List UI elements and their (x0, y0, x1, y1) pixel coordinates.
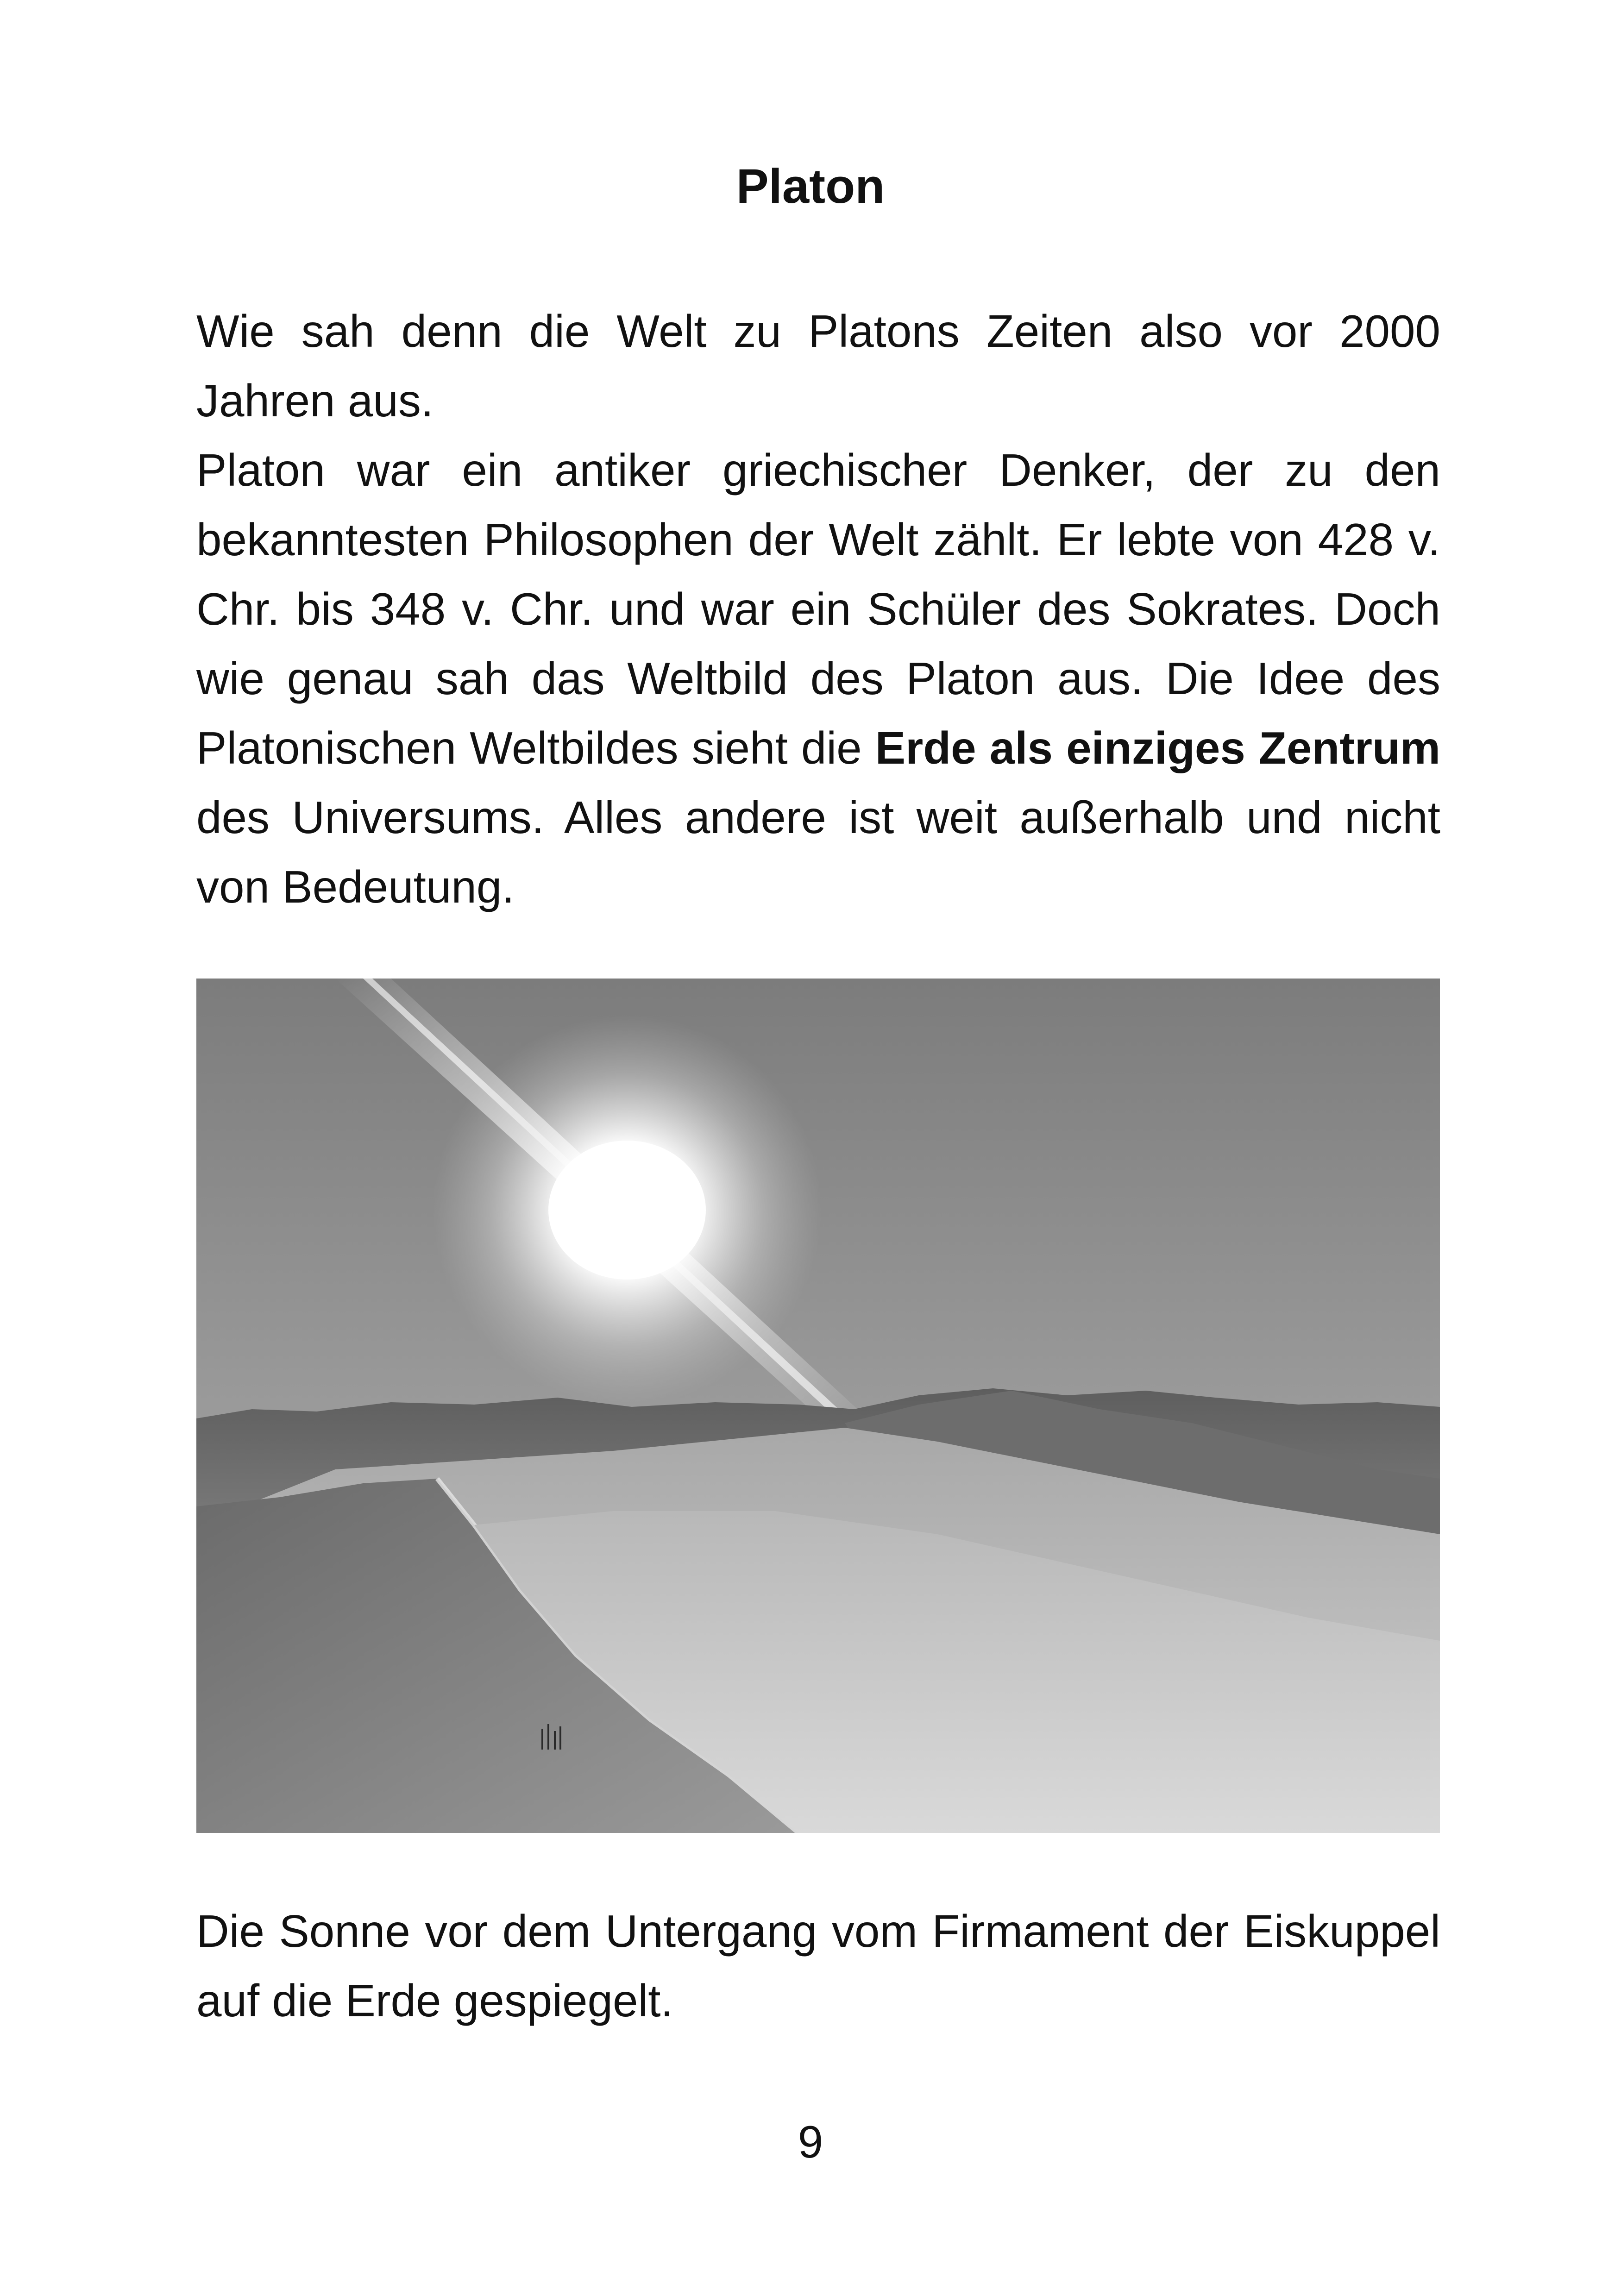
desert-sun-photo (196, 979, 1440, 1833)
platon-paragraph (196, 435, 1440, 922)
page-title: Platon (736, 159, 885, 213)
page-number: 9 (798, 2116, 823, 2167)
platon-paragraph-text: Platon war ein antiker griechischer Denker, der zu den bekanntesten Philosophen der Welt zählt. Er lebte von 428 v. Chr. bis 348 v. Chr. und war ein Schüler des Sokrates. Doch wie genau sah das Weltbild des Platon aus. Die Idee des Platonischen Weltbildes sieht die (196, 445, 1440, 773)
emphasis-text: Erde als einziges Zentrum (875, 722, 1440, 773)
image-caption: Die Sonne vor dem Untergang vom Firmament der Eiskuppel auf die Erde gespiegelt. (196, 1906, 1440, 2026)
platon-paragraph-end: des Universums. Alles andere ist weit außerhalb und nicht von Bedeutung. (196, 792, 1440, 912)
body-text (196, 296, 1440, 922)
intro-paragraph: Wie sah denn die Welt zu Platons Zeiten also vor 2000 Jahren aus. (196, 306, 1440, 426)
